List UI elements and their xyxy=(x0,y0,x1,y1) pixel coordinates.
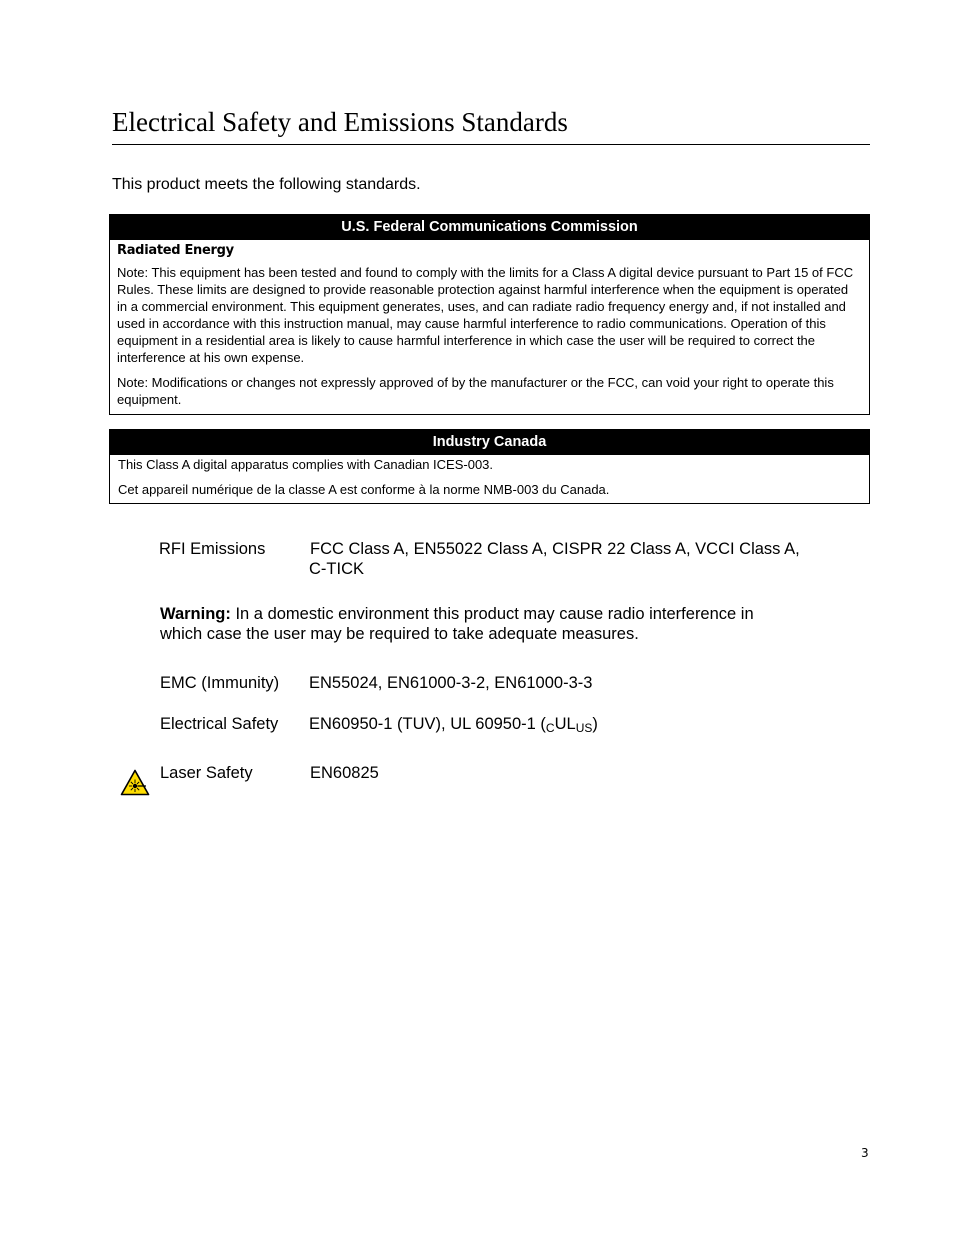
fcc-box xyxy=(109,214,870,415)
fcc-subheader: Radiated Energy xyxy=(117,243,234,258)
industry-canada-header: Industry Canada xyxy=(110,430,869,455)
fcc-note-1: Note: This equipment has been tested and found to comply with the limits for a Class A digital device pursuant to Part 15 of FCC Rules. These limits are designed to provide reasonable protection against harmful interference when the equipment is operated in a commercial environment. This equipment generates, uses, and can radiate radio frequency energy and, if not installed and used in accordance with this instruction manual, may cause harmful interference to radio communications. Operation of this equipment in a residential area is likely to cause harmful interference in which case the user will be required to correct the interference at his own expense. xyxy=(117,265,854,365)
page-title: Electrical Safety and Emissions Standards xyxy=(112,104,870,145)
warning-label: Warning: xyxy=(160,605,231,623)
fcc-note-2: Note: Modifications or changes not expressly approved of by the manufacturer or the FCC, can void your right to operate this equipment. xyxy=(117,375,834,407)
cul-ul: UL xyxy=(554,715,576,733)
emc-value: EN55024, EN61000-3-2, EN61000-3-3 xyxy=(309,674,593,692)
warning-body: In a domestic environment this product may cause radio interference in which case the user may be required to take adequate measures. xyxy=(160,605,754,643)
rfi-value-line-1: FCC Class A, EN55022 Class A, CISPR 22 Class A, VCCI Class A, xyxy=(310,540,800,558)
rfi-value-line-2: C-TICK xyxy=(309,560,364,578)
rfi-label: RFI Emissions xyxy=(159,540,266,558)
fcc-header: U.S. Federal Communications Commission xyxy=(110,215,869,240)
laser-safety-value: EN60825 xyxy=(310,764,379,782)
laser-safety-label: Laser Safety xyxy=(160,764,253,782)
page-number: 3 xyxy=(861,1146,869,1160)
warning-text xyxy=(160,604,800,644)
industry-canada-line-2: Cet appareil numérique de la classe A est conforme à la norme NMB-003 du Canada. xyxy=(118,482,610,497)
cul-sub-c: C xyxy=(545,721,555,735)
electrical-safety-suffix: ) xyxy=(592,715,598,733)
industry-canada-box xyxy=(109,429,870,504)
electrical-safety-value xyxy=(309,714,598,734)
cul-sub-us: US xyxy=(575,721,593,735)
intro-text: This product meets the following standards. xyxy=(112,176,421,193)
electrical-safety-prefix: EN60950-1 (TUV), UL 60950-1 ( xyxy=(309,715,546,733)
electrical-safety-label: Electrical Safety xyxy=(160,715,279,733)
laser-warning-icon xyxy=(120,769,150,796)
emc-label: EMC (Immunity) xyxy=(160,674,280,692)
industry-canada-line-1: This Class A digital apparatus complies with Canadian ICES-003. xyxy=(118,457,494,472)
